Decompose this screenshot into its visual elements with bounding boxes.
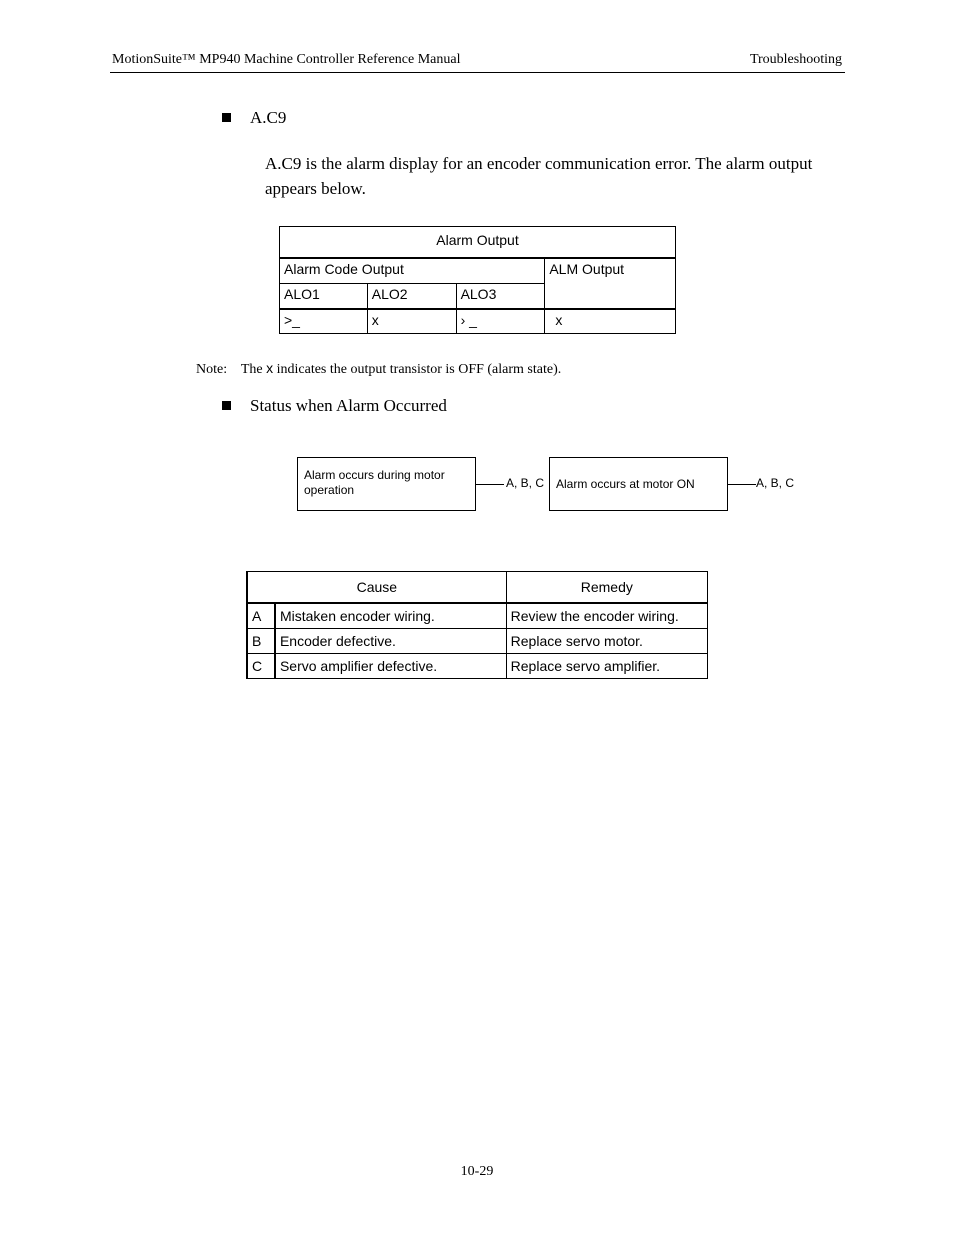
remedy-text: Replace servo motor.: [506, 629, 707, 654]
note-prefix: Note:: [196, 362, 228, 377]
alo2-value: x: [367, 309, 456, 334]
table-row: [247, 629, 708, 654]
alo3-value: › _: [456, 309, 545, 334]
square-bullet-icon: [222, 401, 231, 410]
table-row: [247, 603, 708, 629]
note-symbol: x: [266, 360, 274, 376]
alm-value: x: [545, 309, 676, 334]
alo1-value: >_: [280, 309, 368, 334]
cause-text: Servo amplifier defective.: [275, 654, 506, 679]
remedy-text: Replace servo amplifier.: [506, 654, 707, 679]
status-box-label: Alarm occurs at motor ON: [556, 476, 695, 491]
remedy-text: Review the encoder wiring.: [506, 603, 707, 629]
remedy-header: Remedy: [506, 572, 707, 604]
alarm-output-table: [279, 226, 676, 334]
output-note: [196, 360, 561, 378]
status-heading: Status when Alarm Occurred: [250, 396, 447, 415]
alo1-header: ALO1: [280, 284, 368, 310]
header-divider: [110, 72, 845, 73]
manual-title: MotionSuite™ MP940 Machine Controller Reference Manual: [112, 52, 461, 67]
cause-id: B: [247, 629, 275, 654]
status-causes-label: A, B, C: [506, 476, 545, 490]
alm-output-label: ALM Output: [545, 258, 676, 309]
cause-text: Encoder defective.: [275, 629, 506, 654]
cause-id: A: [247, 603, 275, 629]
alarm-output-title: Alarm Output: [280, 227, 676, 259]
section-title: Troubleshooting: [749, 52, 842, 67]
connector-line: [728, 484, 756, 485]
cause-remedy-table: [246, 571, 708, 679]
status-box-motor-on: [549, 457, 728, 511]
status-box-motor-operation: [297, 457, 476, 511]
table-row: [247, 654, 708, 679]
cause-header: Cause: [247, 572, 506, 604]
alarm-heading: A.C9: [250, 108, 287, 127]
status-causes-label: A, B, C: [756, 476, 795, 490]
alarm-code-output-label: Alarm Code Output: [280, 258, 545, 284]
alo3-header: ALO3: [456, 284, 545, 310]
note-text-before: The: [240, 362, 263, 377]
cause-id: C: [247, 654, 275, 679]
alarm-description: A.C9 is the alarm display for an encoder communication error. The alarm output appears below.: [265, 154, 813, 198]
cause-text: Mistaken encoder wiring.: [275, 603, 506, 629]
connector-line: [476, 484, 504, 485]
alo2-header: ALO2: [367, 284, 456, 310]
status-box-label: Alarm occurs during motor operation: [304, 468, 445, 497]
square-bullet-icon: [222, 113, 231, 122]
page-number: 10-29: [460, 1164, 494, 1179]
note-text-after: indicates the output transistor is OFF (alarm state).: [276, 362, 562, 377]
